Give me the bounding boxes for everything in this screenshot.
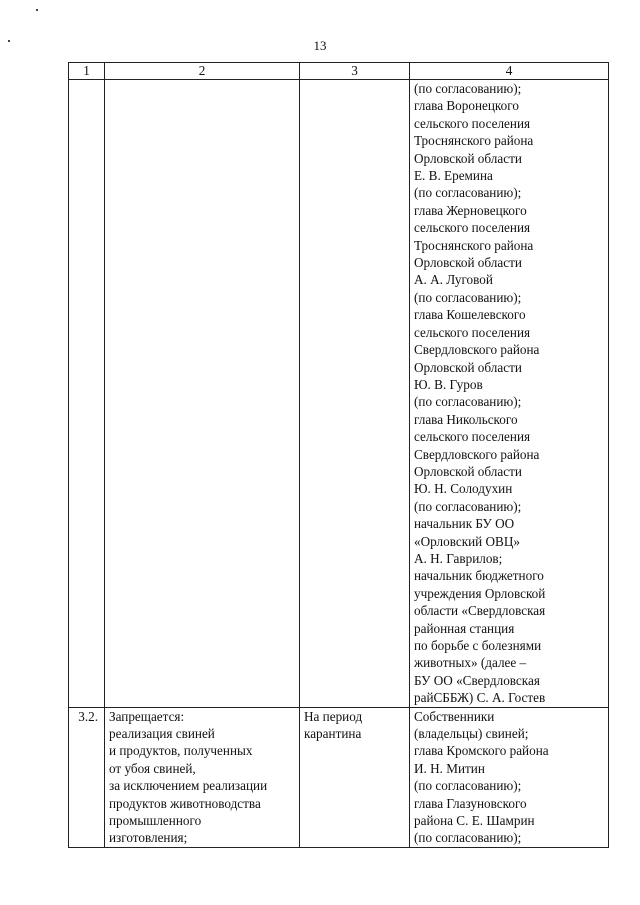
text-line: начальник бюджетного	[414, 568, 544, 584]
column-header: 1	[69, 63, 105, 80]
text-line: глава Кошелевского	[414, 307, 526, 323]
text-line: района С. Е. Шамрин	[414, 813, 535, 829]
text-line: Орловской области	[414, 359, 522, 375]
text-line: «Орловский ОВЦ»	[414, 533, 520, 549]
text-line: и продуктов, полученных	[109, 743, 253, 759]
text-line: Запрещается:	[109, 708, 185, 724]
text-line: Троснянского района	[414, 237, 534, 253]
responsible-cell	[410, 80, 609, 708]
text-line: начальник БУ ОО	[414, 516, 515, 532]
text-line: изготовления;	[109, 830, 188, 846]
column-header: 3	[300, 63, 410, 80]
text-line: по борьбе с болезнями	[414, 638, 542, 653]
text-line: глава Глазуновского	[414, 795, 527, 811]
text-line: Троснянского района	[414, 133, 534, 149]
text-line: Е. В. Еремина	[414, 168, 493, 184]
text-line: районная станция	[414, 620, 515, 636]
text-line: сельского поселения	[414, 324, 531, 340]
text-line: продуктов животноводства	[109, 795, 261, 811]
text-line: за исключением реализации	[109, 778, 268, 794]
table-row	[69, 707, 609, 847]
text-line: глава Воронецкого	[414, 98, 519, 114]
term-cell	[300, 80, 410, 708]
text-line: (по согласованию);	[414, 830, 522, 846]
text-line: от убоя свиней,	[109, 760, 196, 776]
text-line: промышленного	[109, 813, 202, 829]
document-table	[68, 62, 609, 848]
action-cell	[105, 80, 300, 708]
item-number-cell: 3.2.	[69, 707, 105, 847]
text-line: животных» (далее –	[414, 655, 527, 671]
text-line: На период	[304, 708, 363, 724]
text-line: области «Свердловская	[414, 603, 546, 619]
text-line: сельского поселения	[414, 115, 531, 131]
text-line: Собственники	[414, 708, 495, 724]
text-line: (по согласованию);	[414, 185, 522, 201]
text-line: Свердловского района	[414, 342, 540, 358]
text-line: Орловской области	[414, 463, 522, 479]
text-line: А. Н. Гаврилов;	[414, 550, 503, 566]
column-header: 4	[410, 63, 609, 80]
text-line: (владельцы) свиней;	[414, 726, 529, 742]
column-header: 2	[105, 63, 300, 80]
item-number-cell	[69, 80, 105, 708]
text-line: карантина	[304, 726, 362, 742]
text-line: БУ ОО «Свердловская	[414, 672, 540, 688]
table-row	[69, 80, 609, 708]
term-cell	[300, 707, 410, 847]
text-line: сельского поселения	[414, 429, 531, 445]
text-line: райСББЖ) С. А. Гостев	[414, 690, 546, 706]
text-line: Орловской области	[414, 255, 522, 271]
text-line: Ю. В. Гуров	[414, 376, 483, 392]
text-line: (по согласованию);	[414, 289, 522, 305]
text-line: глава Никольского	[414, 411, 518, 427]
text-line: учреждения Орловской	[414, 585, 546, 601]
text-line: И. Н. Митин	[414, 760, 485, 776]
text-line: реализация свиней	[109, 726, 215, 742]
text-line: (по согласованию);	[414, 81, 522, 96]
text-line: (по согласованию);	[414, 394, 522, 410]
text-line: Орловской области	[414, 150, 522, 166]
responsible-cell	[410, 707, 609, 847]
table-header-row	[69, 63, 609, 80]
text-line: Свердловского района	[414, 446, 540, 462]
page-number: 13	[313, 38, 327, 53]
text-line: глава Кромского района	[414, 743, 549, 759]
text-line: сельского поселения	[414, 220, 531, 236]
scan-speck	[36, 9, 38, 11]
text-line: (по согласованию);	[414, 498, 522, 514]
text-line: Ю. Н. Солодухин	[414, 481, 513, 497]
text-line: А. А. Луговой	[414, 272, 493, 288]
text-line: (по согласованию);	[414, 778, 522, 794]
text-line: глава Жерновецкого	[414, 202, 527, 218]
action-cell	[105, 707, 300, 847]
